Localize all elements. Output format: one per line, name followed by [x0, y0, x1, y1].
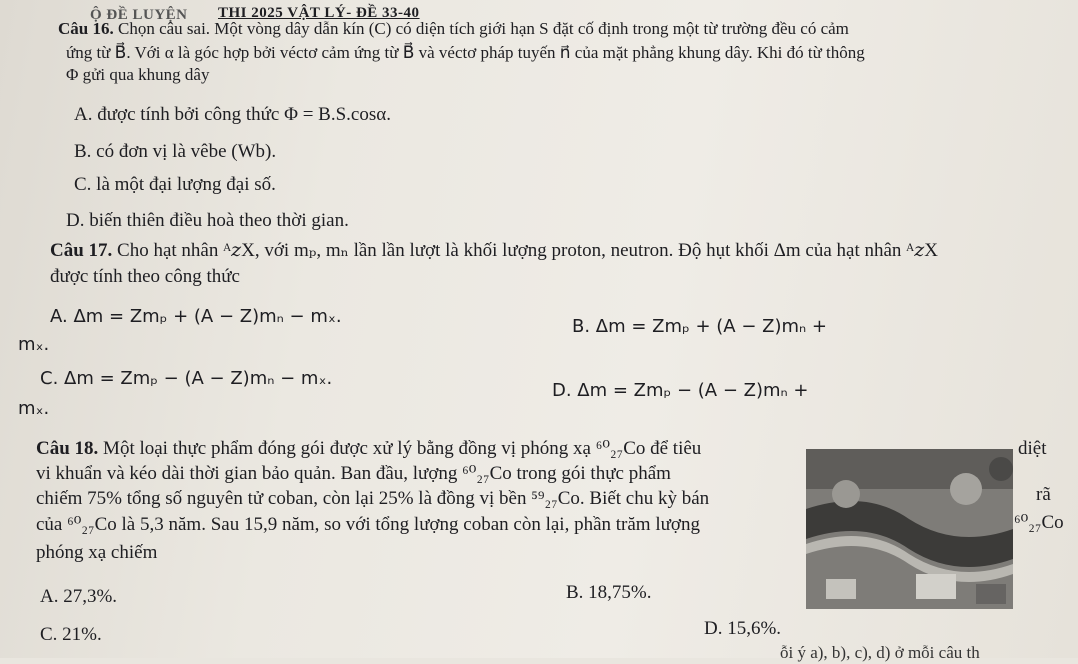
- q17-option-c-tail: mₓ.: [18, 398, 50, 419]
- q18-line4-right: ⁶⁰₂₇Co: [1014, 512, 1064, 533]
- q17-label: Câu 17.: [50, 240, 113, 261]
- q18-line2: vi khuẩn và kéo dài thời gian bảo quản. Ban đầu, lượng ⁶⁰₂₇Co trong gói thực phẩm: [36, 463, 671, 484]
- q16-option-c: C. là một đại lượng đại số.: [74, 174, 276, 195]
- q16-stem-line1: [58, 18, 849, 40]
- factory-photo-drawing: [806, 449, 1013, 609]
- q17-stem-line2: được tính theo công thức: [50, 266, 240, 287]
- q16-stem-line3: Φ gửi qua khung dây: [66, 65, 210, 84]
- q18-line1-right: diệt: [1018, 438, 1047, 459]
- q16-option-a: A. được tính bởi công thức Φ = B.S.cosα.: [74, 104, 391, 125]
- q18-option-d: D. 15,6%.: [704, 618, 782, 639]
- q18-option-a: A. 27,3%.: [40, 586, 118, 607]
- q17-option-c: C. Δm = Zmₚ − (A − Z)mₙ − mₓ.: [40, 368, 333, 389]
- header-left: Ộ ĐỀ LUYỆN: [90, 7, 188, 23]
- q18-option-b: B. 18,75%.: [566, 582, 652, 603]
- q16-stem1: Chọn câu sai. Một vòng dây dẫn kín (C) có diện tích giới hạn S đặt cố định trong một từ trường đều có cảm: [117, 19, 849, 38]
- q18-line5: phóng xạ chiếm: [36, 542, 158, 563]
- q17-option-a-tail: mₓ.: [18, 334, 50, 355]
- exam-header: THI 2025 VẬT LÝ- ĐỀ 33-40: [218, 5, 420, 21]
- factory-photo: [806, 449, 1013, 609]
- q16-option-d: D. biến thiên điều hoà theo thời gian.: [66, 210, 349, 231]
- q17-stem-line1: [50, 240, 938, 262]
- q17-option-a: A. Δm = Zmₚ + (A − Z)mₙ − mₓ.: [50, 306, 342, 327]
- q18-label: Câu 18.: [36, 438, 99, 459]
- q16-option-b: B. có đơn vị là vêbe (Wb).: [74, 141, 277, 162]
- q16-label: Câu 16.: [58, 19, 114, 38]
- q18-line3: chiếm 75% tổng số nguyên tử coban, còn lại 25% là đồng vị bền ⁵⁹₂₇Co. Biết chu kỳ bán: [36, 488, 710, 509]
- q18-line1: [36, 438, 701, 460]
- q16-stem-line2: ứng từ B⃗. Với α là góc hợp bởi véctơ cảm ứng từ B⃗ và véctơ pháp tuyến n⃗ của mặt phẳng khung dây. Khi đó từ thông: [66, 43, 865, 62]
- q17-stem1: Cho hạt nhân ᴬ𝑧X, với mₚ, mₙ lần lần lượt là khối lượng proton, neutron. Độ hụt khối Δm của hạt nhân ᴬ𝑧X: [117, 240, 938, 261]
- footer-fragment: ỗi ý a), b), c), d) ở mỗi câu th: [780, 643, 980, 662]
- q18-stem1: Một loại thực phẩm đóng gói được xử lý bằng đồng vị phóng xạ ⁶⁰₂₇Co để tiêu: [103, 438, 702, 459]
- q18-line3-right: rã: [1036, 484, 1051, 505]
- q17-option-b: B. Δm = Zmₚ + (A − Z)mₙ +: [572, 316, 827, 337]
- q18-line4: của ⁶⁰₂₇Co là 5,3 năm. Sau 15,9 năm, so với tổng lượng coban còn lại, phần trăm lượng: [36, 514, 700, 535]
- q18-option-c: C. 21%.: [40, 624, 102, 645]
- q17-option-d: D. Δm = Zmₚ − (A − Z)mₙ +: [552, 380, 809, 401]
